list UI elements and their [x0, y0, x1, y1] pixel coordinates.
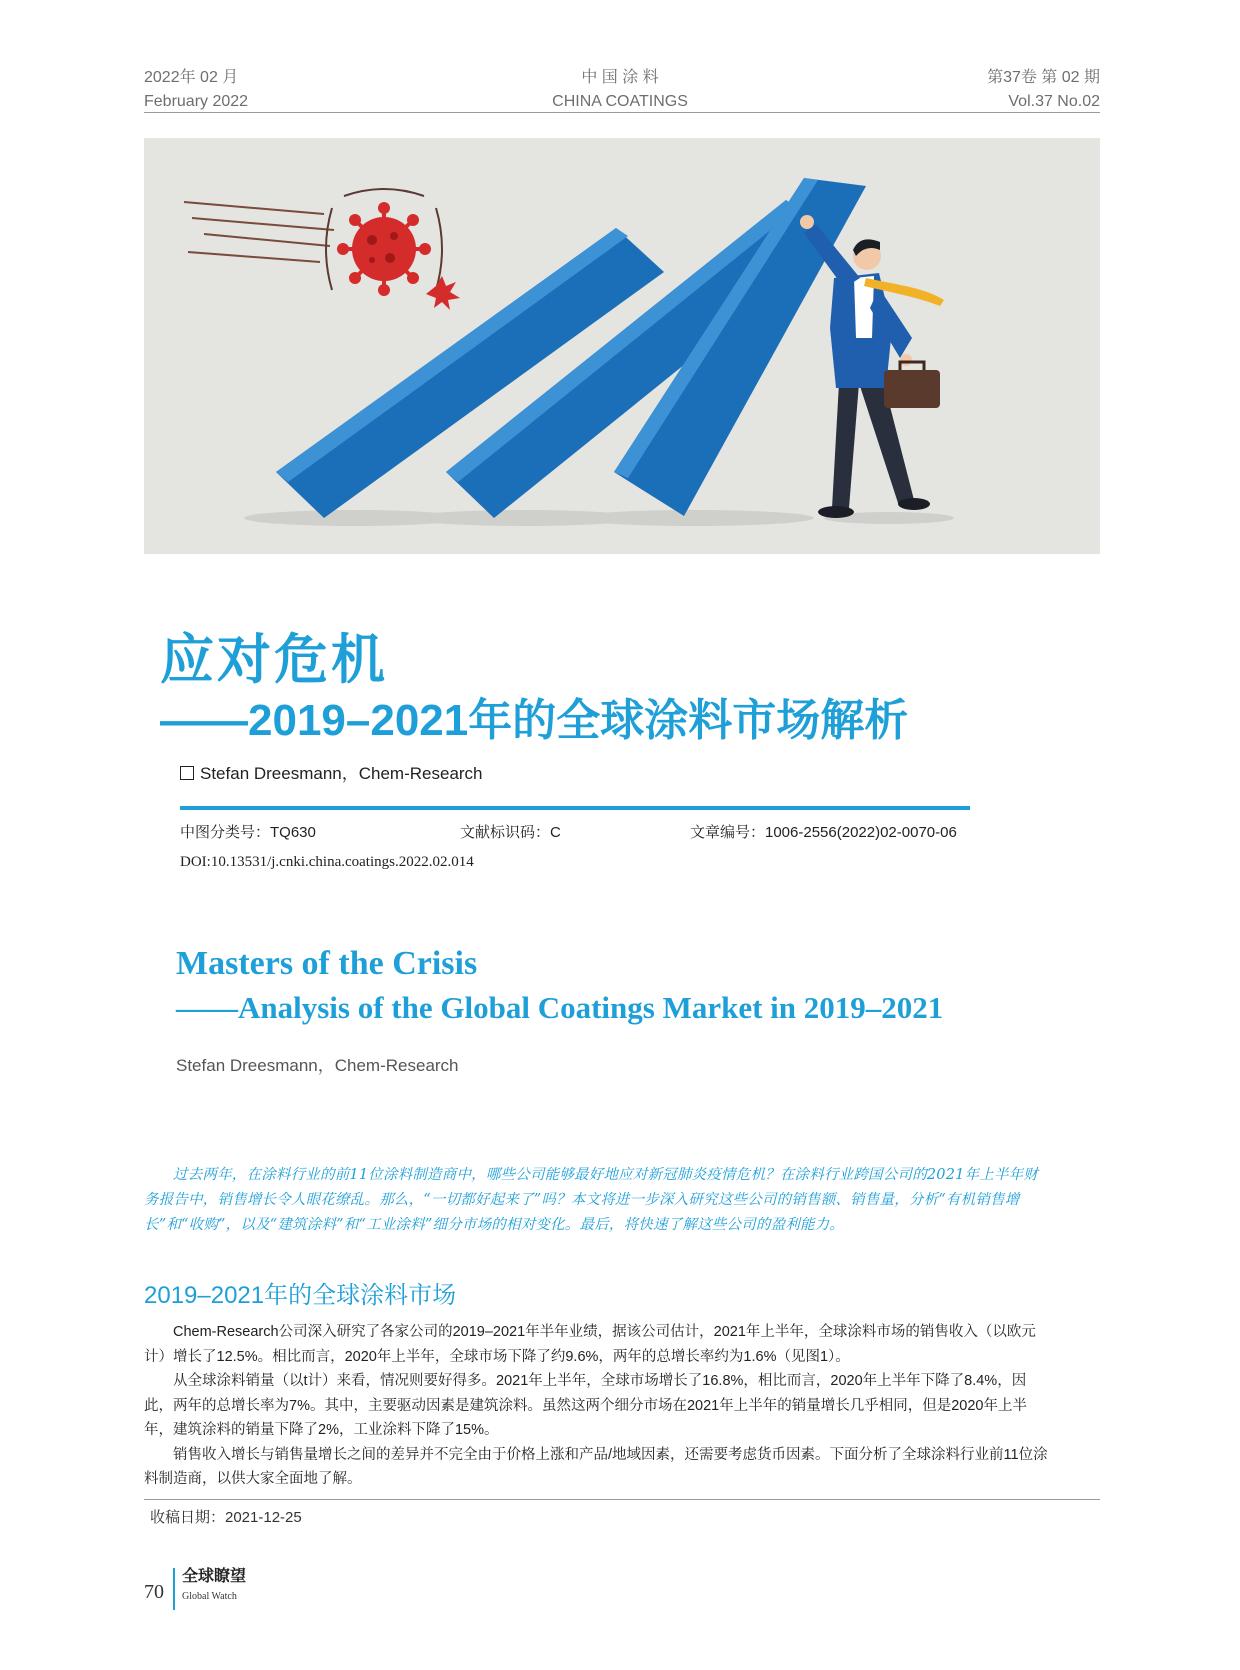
- author-line-en: Stefan Dreesmann，Chem-Research: [176, 1056, 459, 1075]
- author-box-icon: [180, 766, 194, 780]
- body-text: [144, 1320, 1048, 1492]
- running-header-date: [144, 66, 248, 114]
- footnote-divider: [144, 1499, 1100, 1500]
- clc-number: 中图分类号：TQ630: [180, 824, 316, 841]
- document-code: 文献标识码：C: [460, 824, 561, 841]
- body-paragraph: 销售收入增长与销售量增长之间的差异并不完全由于价格上涨和产品/地域因素，还需要考虑货币因素。下面分析了全球涂料行业前11位涂料制造商，以供大家全面地了解。: [144, 1446, 1048, 1487]
- abstract: 过去两年，在涂料行业的前11位涂料制造商中，哪些公司能够最好地应对新冠肺炎疫情危机？在涂料行业跨国公司的2021年上半年财务报告中，销售增长令人眼花缭乱。那么，“一切都好起来了”吗？本文将进一步深入研究这些公司的销售额、销售量，分析“有机销售增长”和“收购”，以及“建筑涂料”和“工业涂料”细分市场的相对变化。最后，将快速了解这些公司的盈利能力。: [144, 1167, 1039, 1233]
- article-subtitle-en: ——Analysis of the Global Coatings Market in 2019–2021: [176, 990, 944, 1025]
- body-paragraph: Chem-Research公司深入研究了各家公司的2019–2021年半年业绩，据该公司估计，2021年上半年，全球涂料市场的销售收入（以欧元计）增长了12.5%。相比而言，2020年上半年，全球市场下降了约9.6%，两年的总增长率约为1.6%（见图1）。: [144, 1324, 1036, 1365]
- doi: DOI:10.13531/j.cnki.china.coatings.2022.02.014: [180, 854, 474, 870]
- hero-illustration: [144, 138, 1100, 554]
- section-heading: 2019–2021年的全球涂料市场: [144, 1282, 457, 1309]
- header-date-zh: 2022年 02 月: [144, 69, 239, 86]
- header-journal-zh: 中 国 涂 料: [581, 69, 659, 86]
- column-name-en: Global Watch: [182, 1591, 237, 1602]
- column-name-zh: 全球瞭望: [182, 1568, 247, 1585]
- header-issue-en: Vol.37 No.02: [1008, 93, 1100, 110]
- article-title-zh: 应对危机: [160, 630, 388, 690]
- domino-shadow: [574, 510, 814, 526]
- title-divider: [180, 806, 970, 810]
- motion-lines: [184, 202, 334, 262]
- virus-icon: [326, 189, 442, 296]
- author-name-zh: Stefan Dreesmann，Chem-Research: [200, 764, 483, 783]
- body-paragraph: 从全球涂料销量（以t计）来看，情况则要好得多。2021年上半年，全球市场增长了16.8%，相比而言，2020年上半年下降了8.4%，因此，两年的总增长率为7%。其中，主要驱动因素是建筑涂料。虽然这两个细分市场在2021年上半年的销量增长几乎相同，但是2020年上半年，建筑涂料的销量下降了2%，工业涂料下降了15%。: [144, 1373, 1027, 1438]
- received-date: 收稿日期：2021-12-25: [150, 1509, 302, 1526]
- header-journal-en: CHINA COATINGS: [552, 93, 688, 110]
- footer-accent-bar: [173, 1568, 175, 1610]
- crisis-illustration-svg: [144, 138, 1100, 554]
- author-line-zh: [180, 762, 483, 786]
- header-divider: [144, 112, 1100, 113]
- impact-burst-icon: [426, 276, 460, 310]
- running-header-issue: [900, 66, 1100, 114]
- article-number: 文章编号：1006-2556(2022)02-0070-06: [690, 824, 957, 841]
- article-subtitle-zh: ——2019–2021年的全球涂料市场解析: [160, 696, 909, 745]
- header-issue-zh: 第37卷 第 02 期: [987, 69, 1100, 86]
- header-date-en: February 2022: [144, 93, 249, 110]
- page-number: 70: [144, 1581, 164, 1603]
- article-title-en: Masters of the Crisis: [176, 945, 478, 982]
- running-header-journal: [520, 66, 720, 114]
- briefcase-icon: [884, 362, 940, 408]
